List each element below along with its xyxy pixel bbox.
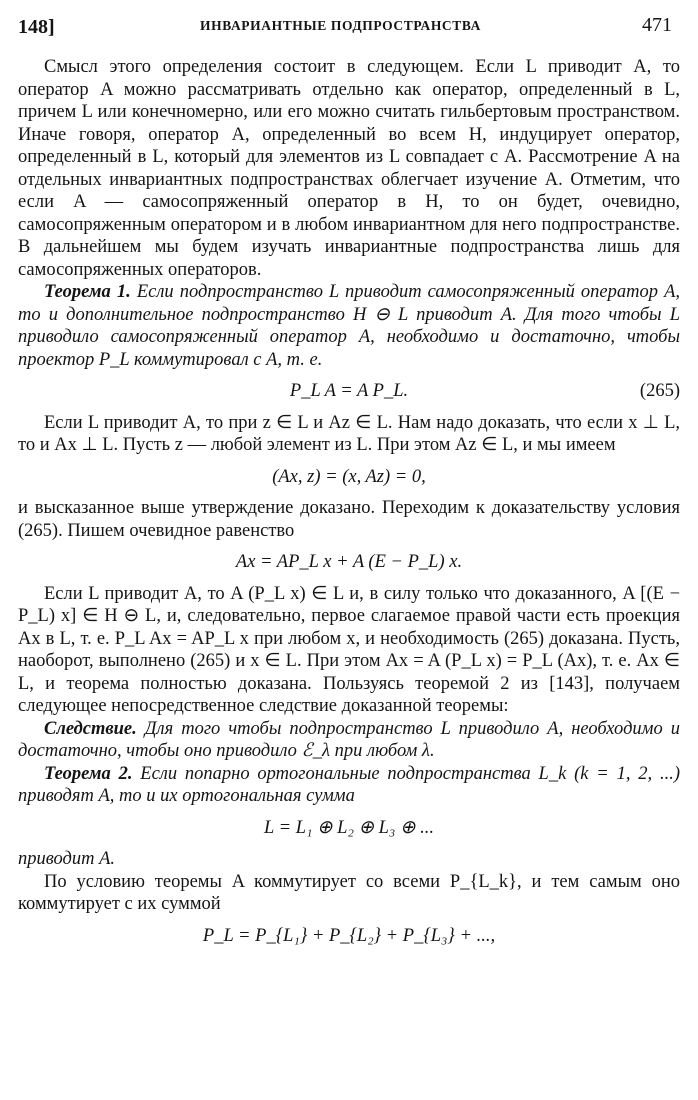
page-number: 471 (642, 14, 672, 36)
corollary (18, 718, 680, 763)
theorem-2-tail: приводит A. (18, 849, 116, 869)
theorem-1 (18, 281, 680, 371)
running-header (18, 12, 680, 40)
theorem-2 (18, 763, 680, 808)
corollary-text: Для того чтобы подпространство L приводило A, необходимо и достаточно, чтобы оно приводило ℰ_λ при любом λ. (18, 718, 680, 761)
theorem-2-text: Если попарно ортогональные подпространства L_k (k = 1, 2, ...) приводят A, то и их ортогональная сумма (18, 763, 680, 806)
theorem-2-label: Теорема 2. (44, 763, 133, 784)
equation-265-formula: P_L A = A P_L. (289, 381, 409, 401)
chapter-title: ИНВАРИАНТНЫЕ ПОДПРОСТРАНСТВА (200, 18, 481, 33)
equation-inner-product: (Ax, z) = (x, Az) = 0, (272, 466, 426, 487)
equation-265-number: (265) (639, 381, 680, 401)
paragraph-proof-continue: и высказанное выше утверждение доказано. Переходим к доказательству условия (265). Пишем очевидное равенство (18, 498, 680, 541)
page-body (18, 56, 680, 956)
paragraph-definition-meaning: Смысл этого определения состоит в следующем. Если L приводит A, то оператор A можно рассматривать отдельно как оператор, определенный в L, причем L или конечномерно, или его можно считать гильбертовым пространством. Иначе говоря, оператор A, определенный во всем H, индуцирует оператор, определенный в L, который для элементов из L совпадает с A. Рассмотрение A на отдельных инвариантных подпространствах облегчает изучение A. Отметим, что если A — самосопряженный оператор в H, то он будет, очевидно, самосопряженным оператором и в любом инвариантном для него подпространстве. В дальнейшем мы будем изучать инвариантные подпространства лишь для самосопряженных операторов. (18, 57, 680, 280)
theorem-1-text: Если подпространство L приводит самосопряженный оператор A, то и дополнительное подпространство H ⊖ L приводит A. Для того чтобы L приводило самосопряженный оператор A, необходимо и достаточно, чтобы проектор P_L коммутировал с A, т. е. (18, 282, 680, 370)
equation-265 (18, 380, 680, 403)
theorem-1-label: Теорема 1. (44, 282, 131, 302)
equation-decomposition: Ax = AP_L x + A (E − P_L) x. (235, 552, 463, 572)
paragraph-proof-end: Если L приводит A, то A (P_L x) ∈ L и, в силу только что доказанного, A [(E − P_L) x] ∈ H ⊖ L, и, следовательно, первое слагаемое правой части есть проекция Ax в L, т. е. P_L Ax = AP_L x при любом x, и необходимость (265) доказана. Пусть, наоборот, выполнено (265) и x ∈ L. При этом Ax = A (P_L x) = P_L (Ax), т. е. Ax ∈ L, и теорема полностью доказана. Пользуясь теоремой 2 из [143], получаем следующее непосредственное следствие доказанной теоремы: (18, 583, 680, 716)
equation-orthogonal-sum: L = L₁ ⊕ L₂ ⊕ L₃ ⊕ ... (264, 817, 434, 838)
corollary-label: Следствие. (44, 718, 137, 739)
paragraph-theorem-2-proof: По условию теоремы A коммутирует со всеми P_{L_k}, и тем самым оно коммутирует с их суммой (18, 871, 680, 914)
section-number: 148] (18, 16, 55, 38)
paragraph-proof-start: Если L приводит A, то при z ∈ L и Az ∈ L. Нам надо доказать, что если x ⊥ L, то и Ax ⊥ L. Пусть z — любой элемент из L. При этом Az ∈ L, и мы имеем (18, 412, 680, 455)
equation-projector-sum: P_L = P_{L₁} + P_{L₂} + P_{L₃} + ..., (202, 925, 496, 946)
